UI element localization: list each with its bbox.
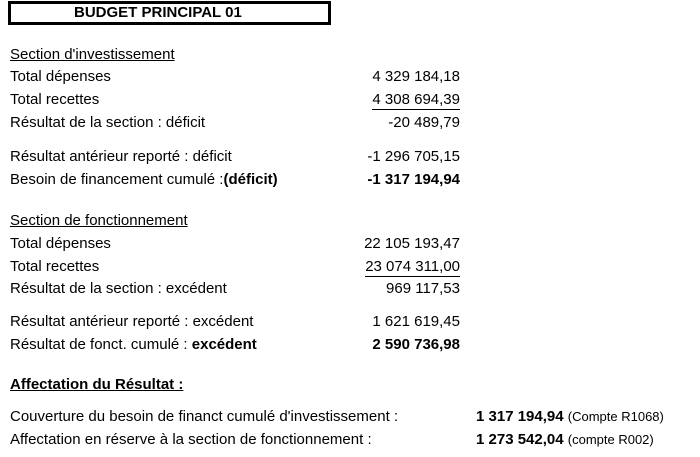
inv-resultat-label: Résultat de la section : déficit [10,114,206,131]
reserve-value: 1 273 542,04 [476,431,564,448]
inv-depenses-value: 4 329 184,18 [372,68,460,85]
investissement-heading: Section d'investissement [10,46,175,63]
inv-cumule-label [10,171,278,189]
inv-cumule-label-text: Besoin de financement cumulé : [10,171,224,188]
inv-recettes-label: Total recettes [10,91,100,108]
couverture-value: 1 317 194,94 [476,408,564,425]
inv-anterieur-value: -1 296 705,15 [367,148,460,165]
fonc-cumule-value: 2 590 736,98 [372,336,460,353]
reserve-label: Affectation en réserve à la section de fonctionnement : [10,431,372,448]
couverture-note: (Compte R1068) [567,409,664,424]
inv-cumule-label-bold: (déficit) [223,171,278,188]
fonc-anterieur-value: 1 621 619,45 [372,313,460,330]
inv-depenses-label: Total dépenses [10,68,111,85]
budget-title: BUDGET PRINCIPAL 01 [8,1,331,25]
fonc-cumule-label [10,336,257,354]
inv-recettes-value: 4 308 694,39 [372,91,460,108]
fonctionnement-heading: Section de fonctionnement [10,212,188,229]
fonc-cumule-label-text: Résultat de fonct. cumulé : [10,336,192,353]
fonc-resultat-value: 969 117,53 [386,280,460,297]
fonc-recettes-value: 23 074 311,00 [365,258,460,275]
inv-resultat-value: -20 489,79 [388,114,460,131]
affectation-heading: Affectation du Résultat : [10,376,184,393]
fonc-anterieur-label: Résultat antérieur reporté : excédent [10,313,254,330]
inv-anterieur-label: Résultat antérieur reporté : déficit [10,148,232,165]
fonc-depenses-value: 22 105 193,47 [364,235,460,252]
couverture-value-row [476,408,664,426]
reserve-note: (compte R002) [567,432,654,447]
fonc-recettes-label: Total recettes [10,258,100,275]
fonc-cumule-label-bold: excédent [191,336,257,353]
inv-cumule-value: -1 317 194,94 [367,171,460,188]
fonc-resultat-label: Résultat de la section : excédent [10,280,227,297]
couverture-label: Couverture du besoin de financt cumulé d'investissement : [10,408,399,425]
fonc-depenses-label: Total dépenses [10,235,111,252]
reserve-value-row [476,431,654,449]
